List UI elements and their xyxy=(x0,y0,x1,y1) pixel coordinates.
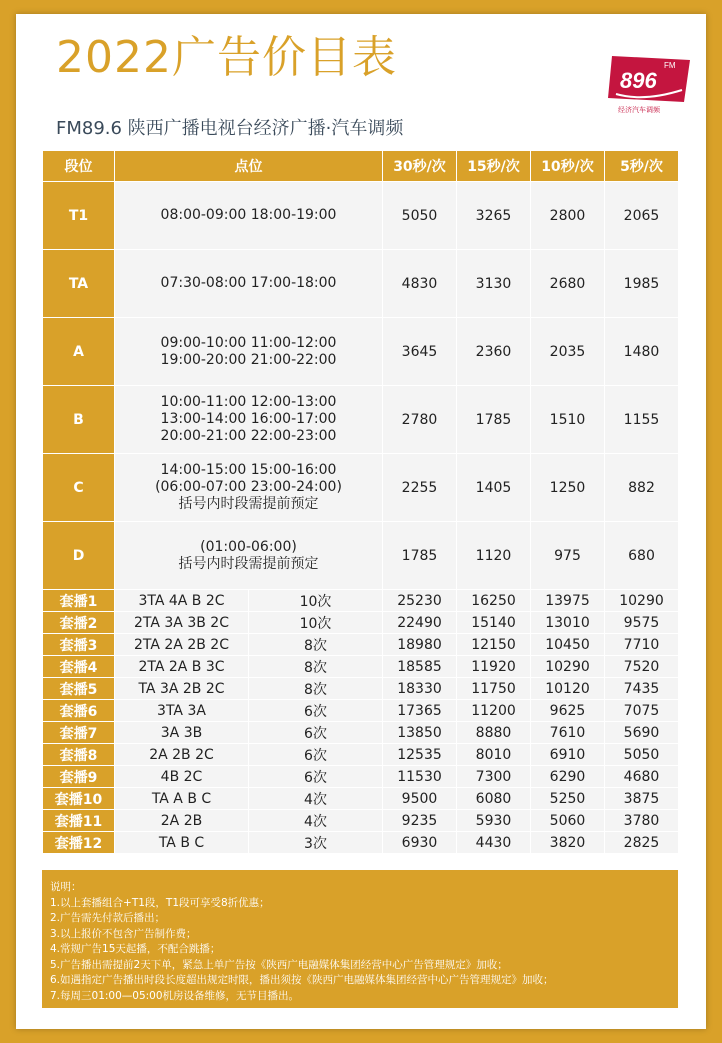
package-name: 套播7 xyxy=(43,722,115,744)
price-10s: 2680 xyxy=(531,250,605,318)
note-item: 3.以上报价不包含广告制作费； xyxy=(50,927,197,940)
package-name: 套播9 xyxy=(43,766,115,788)
price-10s: 2035 xyxy=(531,318,605,386)
slot-line: (01:00-06:00) xyxy=(200,538,297,555)
note-item: 4.常规广告15天起播，不配合跳播； xyxy=(50,943,221,955)
package-row xyxy=(43,678,679,700)
segment-label: A xyxy=(43,318,115,386)
package-times: 6次 xyxy=(249,744,383,766)
price-5s: 1155 xyxy=(605,386,679,454)
price-15s: 2360 xyxy=(457,318,531,386)
package-times: 3次 xyxy=(249,832,383,854)
package-times: 6次 xyxy=(249,766,383,788)
time-slot xyxy=(115,386,383,454)
package-name: 套播2 xyxy=(43,612,115,634)
package-times: 8次 xyxy=(249,634,383,656)
price-10s: 7610 xyxy=(531,722,605,744)
price-15s: 11750 xyxy=(457,678,531,700)
package-name: 套播12 xyxy=(43,832,115,854)
price-5s: 9575 xyxy=(605,612,679,634)
notes-heading: 说明： xyxy=(50,881,82,893)
slot-line: 07:30-08:00 17:00-18:00 xyxy=(160,275,337,291)
table-row xyxy=(43,250,679,318)
price-10s: 3820 xyxy=(531,832,605,854)
package-name: 套播11 xyxy=(43,810,115,832)
price-5s: 5690 xyxy=(605,722,679,744)
slot-line: 20:00-21:00 22:00-23:00 xyxy=(160,428,337,444)
table-row xyxy=(43,386,679,454)
package-row xyxy=(43,634,679,656)
page-title: 2022广告价目表 xyxy=(56,32,397,83)
price-5s: 10290 xyxy=(605,590,679,612)
price-30s: 2255 xyxy=(383,454,457,522)
price-30s: 18330 xyxy=(383,678,457,700)
package-row xyxy=(43,612,679,634)
time-slot xyxy=(115,522,383,590)
package-name: 套播1 xyxy=(43,590,115,612)
package-combo: 4B 2C xyxy=(115,766,249,788)
header-30s: 30秒/次 xyxy=(383,151,457,182)
price-15s: 5930 xyxy=(457,810,531,832)
note-item: 5.广告播出需提前2天下单，紧急上单广告按《陕西广电融媒体集团经营中心广告管理规定》加收； xyxy=(50,958,508,971)
price-15s: 6080 xyxy=(457,788,531,810)
note-item: 2.广告需先付款后播出； xyxy=(50,912,166,924)
price-10s: 1510 xyxy=(531,386,605,454)
package-combo: 3TA 4A B 2C xyxy=(115,590,249,612)
price-30s: 9235 xyxy=(383,810,457,832)
segment-label: C xyxy=(43,454,115,522)
package-combo: 2TA 3A 3B 2C xyxy=(115,612,249,634)
package-combo: TA 3A 2B 2C xyxy=(115,678,249,700)
price-5s: 680 xyxy=(605,522,679,590)
package-combo: 2TA 2A B 3C xyxy=(115,656,249,678)
price-15s: 15140 xyxy=(457,612,531,634)
segment-label: B xyxy=(43,386,115,454)
price-5s: 7710 xyxy=(605,634,679,656)
price-15s: 1120 xyxy=(457,522,531,590)
package-times: 4次 xyxy=(249,810,383,832)
header-10s: 10秒/次 xyxy=(531,151,605,182)
price-10s: 5060 xyxy=(531,810,605,832)
price-15s: 1785 xyxy=(457,386,531,454)
table-row xyxy=(43,182,679,250)
station-subtitle: FM89.6 陕西广播电视台经济广播·汽车调频 xyxy=(56,118,404,139)
table-row xyxy=(43,454,679,522)
price-5s: 2065 xyxy=(605,182,679,250)
slot-line: (06:00-07:00 23:00-24:00) xyxy=(155,479,342,495)
note-item: 6.如遇指定广告播出时段长度超出规定时限，播出须按《陕西广电融媒体集团经营中心广告管理规定》加收； xyxy=(50,974,554,986)
time-slot xyxy=(115,250,383,318)
price-15s: 1405 xyxy=(457,454,531,522)
price-15s: 8880 xyxy=(457,722,531,744)
price-5s: 1480 xyxy=(605,318,679,386)
package-row xyxy=(43,832,679,854)
package-times: 10次 xyxy=(249,612,383,634)
header-15s: 15秒/次 xyxy=(457,151,531,182)
package-combo: 2TA 2A 2B 2C xyxy=(115,634,249,656)
price-30s: 4830 xyxy=(383,250,457,318)
header-slot: 点位 xyxy=(115,151,383,182)
price-sheet xyxy=(16,14,706,1029)
price-10s: 9625 xyxy=(531,700,605,722)
note-item: 1.以上套播组合+T1段，T1段可享受8折优惠； xyxy=(50,896,270,909)
segment-label: D xyxy=(43,522,115,590)
price-5s: 1985 xyxy=(605,250,679,318)
price-15s: 11920 xyxy=(457,656,531,678)
price-5s: 4680 xyxy=(605,766,679,788)
price-5s: 5050 xyxy=(605,744,679,766)
package-combo: 3TA 3A xyxy=(115,700,249,722)
price-5s: 2825 xyxy=(605,832,679,854)
slot-line: 19:00-20:00 21:00-22:00 xyxy=(160,351,337,368)
package-row xyxy=(43,590,679,612)
package-row xyxy=(43,788,679,810)
price-5s: 3875 xyxy=(605,788,679,810)
price-15s: 4430 xyxy=(457,832,531,854)
slot-line: 13:00-14:00 16:00-17:00 xyxy=(160,411,337,427)
price-5s: 7520 xyxy=(605,656,679,678)
package-times: 4次 xyxy=(249,788,383,810)
slot-line: 10:00-11:00 12:00-13:00 xyxy=(160,394,337,410)
package-name: 套播8 xyxy=(43,744,115,766)
package-name: 套播10 xyxy=(43,788,115,810)
price-30s: 3645 xyxy=(383,318,457,386)
package-name: 套播3 xyxy=(43,634,115,656)
header-segment: 段位 xyxy=(43,151,115,182)
price-30s: 5050 xyxy=(383,182,457,250)
package-row xyxy=(43,722,679,744)
package-combo: 3A 3B xyxy=(115,722,249,744)
logo-tagline: 经济汽车调频 xyxy=(618,106,660,114)
logo-fm: FM xyxy=(664,61,676,70)
slot-line: 09:00-10:00 11:00-12:00 xyxy=(160,334,337,351)
price-10s: 1250 xyxy=(531,454,605,522)
price-30s: 6930 xyxy=(383,832,457,854)
package-times: 8次 xyxy=(249,678,383,700)
price-15s: 3265 xyxy=(457,182,531,250)
segment-label: TA xyxy=(43,250,115,318)
price-15s: 3130 xyxy=(457,250,531,318)
price-10s: 13975 xyxy=(531,590,605,612)
price-10s: 10290 xyxy=(531,656,605,678)
price-30s: 2780 xyxy=(383,386,457,454)
rate-table xyxy=(42,150,679,854)
price-30s: 17365 xyxy=(383,700,457,722)
table-row xyxy=(43,522,679,590)
price-15s: 12150 xyxy=(457,634,531,656)
slot-line: 14:00-15:00 15:00-16:00 xyxy=(160,462,337,478)
package-combo: TA A B C xyxy=(115,788,249,810)
package-name: 套播4 xyxy=(43,656,115,678)
price-10s: 6290 xyxy=(531,766,605,788)
segment-label: T1 xyxy=(43,182,115,250)
slot-line: 括号内时段需提前预定 xyxy=(178,555,319,572)
package-combo: 2A 2B 2C xyxy=(115,744,249,766)
price-30s: 25230 xyxy=(383,590,457,612)
price-10s: 2800 xyxy=(531,182,605,250)
package-name: 套播6 xyxy=(43,700,115,722)
price-5s: 7435 xyxy=(605,678,679,700)
table-row xyxy=(43,318,679,386)
package-name: 套播5 xyxy=(43,678,115,700)
price-30s: 9500 xyxy=(383,788,457,810)
price-5s: 7075 xyxy=(605,700,679,722)
package-times: 6次 xyxy=(249,722,383,744)
header-5s: 5秒/次 xyxy=(605,151,679,182)
price-30s: 18585 xyxy=(383,656,457,678)
price-10s: 6910 xyxy=(531,744,605,766)
package-times: 8次 xyxy=(249,656,383,678)
price-15s: 7300 xyxy=(457,766,531,788)
price-15s: 16250 xyxy=(457,590,531,612)
price-30s: 18980 xyxy=(383,634,457,656)
note-item: 7.每周三01:00—05:00机房设备维修，无节目播出。 xyxy=(50,989,300,1002)
package-row xyxy=(43,744,679,766)
price-30s: 12535 xyxy=(383,744,457,766)
slot-line: 08:00-09:00 18:00-19:00 xyxy=(160,207,337,223)
table-header-row xyxy=(43,151,679,182)
logo-number: 896 xyxy=(620,68,657,93)
time-slot xyxy=(115,182,383,250)
price-10s: 10450 xyxy=(531,634,605,656)
price-30s: 22490 xyxy=(383,612,457,634)
price-30s: 13850 xyxy=(383,722,457,744)
price-30s: 11530 xyxy=(383,766,457,788)
price-10s: 10120 xyxy=(531,678,605,700)
package-times: 6次 xyxy=(249,700,383,722)
price-5s: 3780 xyxy=(605,810,679,832)
package-combo: TA B C xyxy=(115,832,249,854)
time-slot xyxy=(115,454,383,522)
package-combo: 2A 2B xyxy=(115,810,249,832)
package-rows xyxy=(43,590,679,854)
time-slot xyxy=(115,318,383,386)
price-10s: 975 xyxy=(531,522,605,590)
price-10s: 5250 xyxy=(531,788,605,810)
fm896-logo xyxy=(604,50,696,114)
package-row xyxy=(43,656,679,678)
package-row xyxy=(43,810,679,832)
price-30s: 1785 xyxy=(383,522,457,590)
price-15s: 8010 xyxy=(457,744,531,766)
package-row xyxy=(43,700,679,722)
price-10s: 13010 xyxy=(531,612,605,634)
price-5s: 882 xyxy=(605,454,679,522)
package-times: 10次 xyxy=(249,590,383,612)
price-15s: 11200 xyxy=(457,700,531,722)
slot-line: 括号内时段需提前预定 xyxy=(178,496,319,512)
notes-panel xyxy=(42,870,678,1008)
package-row xyxy=(43,766,679,788)
